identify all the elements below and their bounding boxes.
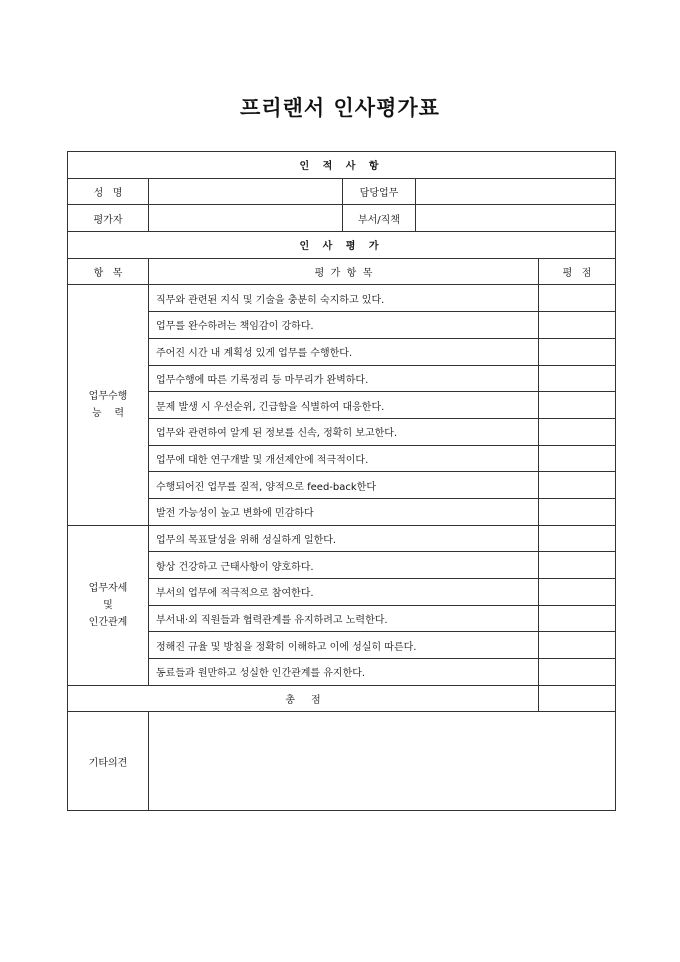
other-opinion-row: [68, 712, 616, 811]
table-row: [68, 365, 616, 392]
table-row: [68, 605, 616, 632]
score-cell[interactable]: [539, 579, 616, 606]
score-cell[interactable]: [539, 312, 616, 339]
score-cell[interactable]: [539, 525, 616, 552]
evaluation-item: 동료들과 원만하고 성실한 인간관계를 유지한다.: [149, 659, 539, 686]
page-title: 프리랜서 인사평가표: [240, 96, 440, 120]
evaluation-item: 문제 발생 시 우선순위, 긴급함을 식별하여 대응한다.: [149, 392, 539, 419]
score-cell[interactable]: [539, 392, 616, 419]
category-label-line: 능 력: [91, 408, 125, 420]
table-row: [68, 659, 616, 686]
score-cell[interactable]: [539, 659, 616, 686]
table-row: [68, 498, 616, 525]
evaluation-item: 업무수행에 따른 기록정리 등 마무리가 완벽하다.: [149, 365, 539, 392]
personal-section-header-row: [68, 152, 616, 179]
score-cell[interactable]: [539, 498, 616, 525]
category-label-line: 인간관계: [88, 616, 128, 628]
score-cell[interactable]: [539, 552, 616, 579]
table-row: [68, 418, 616, 445]
table-row: [68, 632, 616, 659]
evaluator-row: [68, 205, 616, 232]
table-row: [68, 579, 616, 606]
table-row: [68, 338, 616, 365]
evaluator-field[interactable]: [149, 205, 343, 232]
table-row: [68, 552, 616, 579]
personal-section-heading: 인 적 사 항: [68, 152, 616, 179]
evaluation-item: 정해진 규율 및 방침을 정확히 이해하고 이에 성실히 따른다.: [149, 632, 539, 659]
evaluation-section-heading: 인 사 평 가: [68, 232, 616, 259]
total-label: 총 점: [68, 685, 539, 712]
total-score-cell[interactable]: [539, 685, 616, 712]
evaluation-form-table: [67, 151, 616, 811]
table-row: [68, 392, 616, 419]
total-row: [68, 685, 616, 712]
evaluation-item: 업무와 관련하여 알게 된 정보를 신속, 정확히 보고한다.: [149, 418, 539, 445]
evaluation-item: 부서의 업무에 적극적으로 참여한다.: [149, 579, 539, 606]
table-row: [68, 525, 616, 552]
evaluation-item: 직무와 관련된 지식 및 기술을 충분히 숙지하고 있다.: [149, 285, 539, 312]
position-label: 부서/직책: [343, 205, 416, 232]
category-label-line: 업무자세: [88, 582, 128, 594]
score-cell[interactable]: [539, 338, 616, 365]
evaluation-item: 항상 건강하고 근태사항이 양호하다.: [149, 552, 539, 579]
table-row: [68, 445, 616, 472]
evaluation-item: 업무를 완수하려는 책임감이 강하다.: [149, 312, 539, 339]
score-cell[interactable]: [539, 445, 616, 472]
evaluation-section-header-row: [68, 232, 616, 259]
score-cell[interactable]: [539, 285, 616, 312]
evaluation-item: 업무에 대한 연구개발 및 개선제안에 적극적이다.: [149, 445, 539, 472]
evaluation-item: 발전 가능성이 높고 변화에 민감하다: [149, 498, 539, 525]
table-row: [68, 472, 616, 499]
evaluator-label: 평가자: [68, 205, 149, 232]
category-label-line: 및: [103, 599, 113, 611]
name-row: [68, 178, 616, 205]
column-header-row: [68, 258, 616, 285]
evaluation-item: 주어진 시간 내 계획성 있게 업무를 수행한다.: [149, 338, 539, 365]
category-label-line: 업무수행: [88, 391, 128, 403]
score-column-header: 평 점: [539, 258, 616, 285]
position-field[interactable]: [416, 205, 616, 232]
table-row: [68, 312, 616, 339]
evaluation-item: 수행되어진 업무를 질적, 양적으로 feed-back한다: [149, 472, 539, 499]
score-cell[interactable]: [539, 418, 616, 445]
score-cell[interactable]: [539, 365, 616, 392]
duty-label: 담당업무: [343, 178, 416, 205]
name-field[interactable]: [149, 178, 343, 205]
evaluation-item: 부서내·외 직원들과 협력관계를 유지하려고 노력한다.: [149, 605, 539, 632]
category-column-header: 항 목: [68, 258, 149, 285]
score-cell[interactable]: [539, 472, 616, 499]
score-cell[interactable]: [539, 632, 616, 659]
other-opinion-label: 기타의견: [68, 712, 149, 811]
name-label: 성 명: [68, 178, 149, 205]
category-work-ability: [68, 285, 149, 525]
other-opinion-field[interactable]: [149, 712, 616, 811]
evaluation-item: 업무의 목표달성을 위해 성실하게 일한다.: [149, 525, 539, 552]
category-work-attitude: [68, 525, 149, 685]
duty-field[interactable]: [416, 178, 616, 205]
table-row: [68, 285, 616, 312]
score-cell[interactable]: [539, 605, 616, 632]
items-column-header: 평 가 항 목: [149, 258, 539, 285]
